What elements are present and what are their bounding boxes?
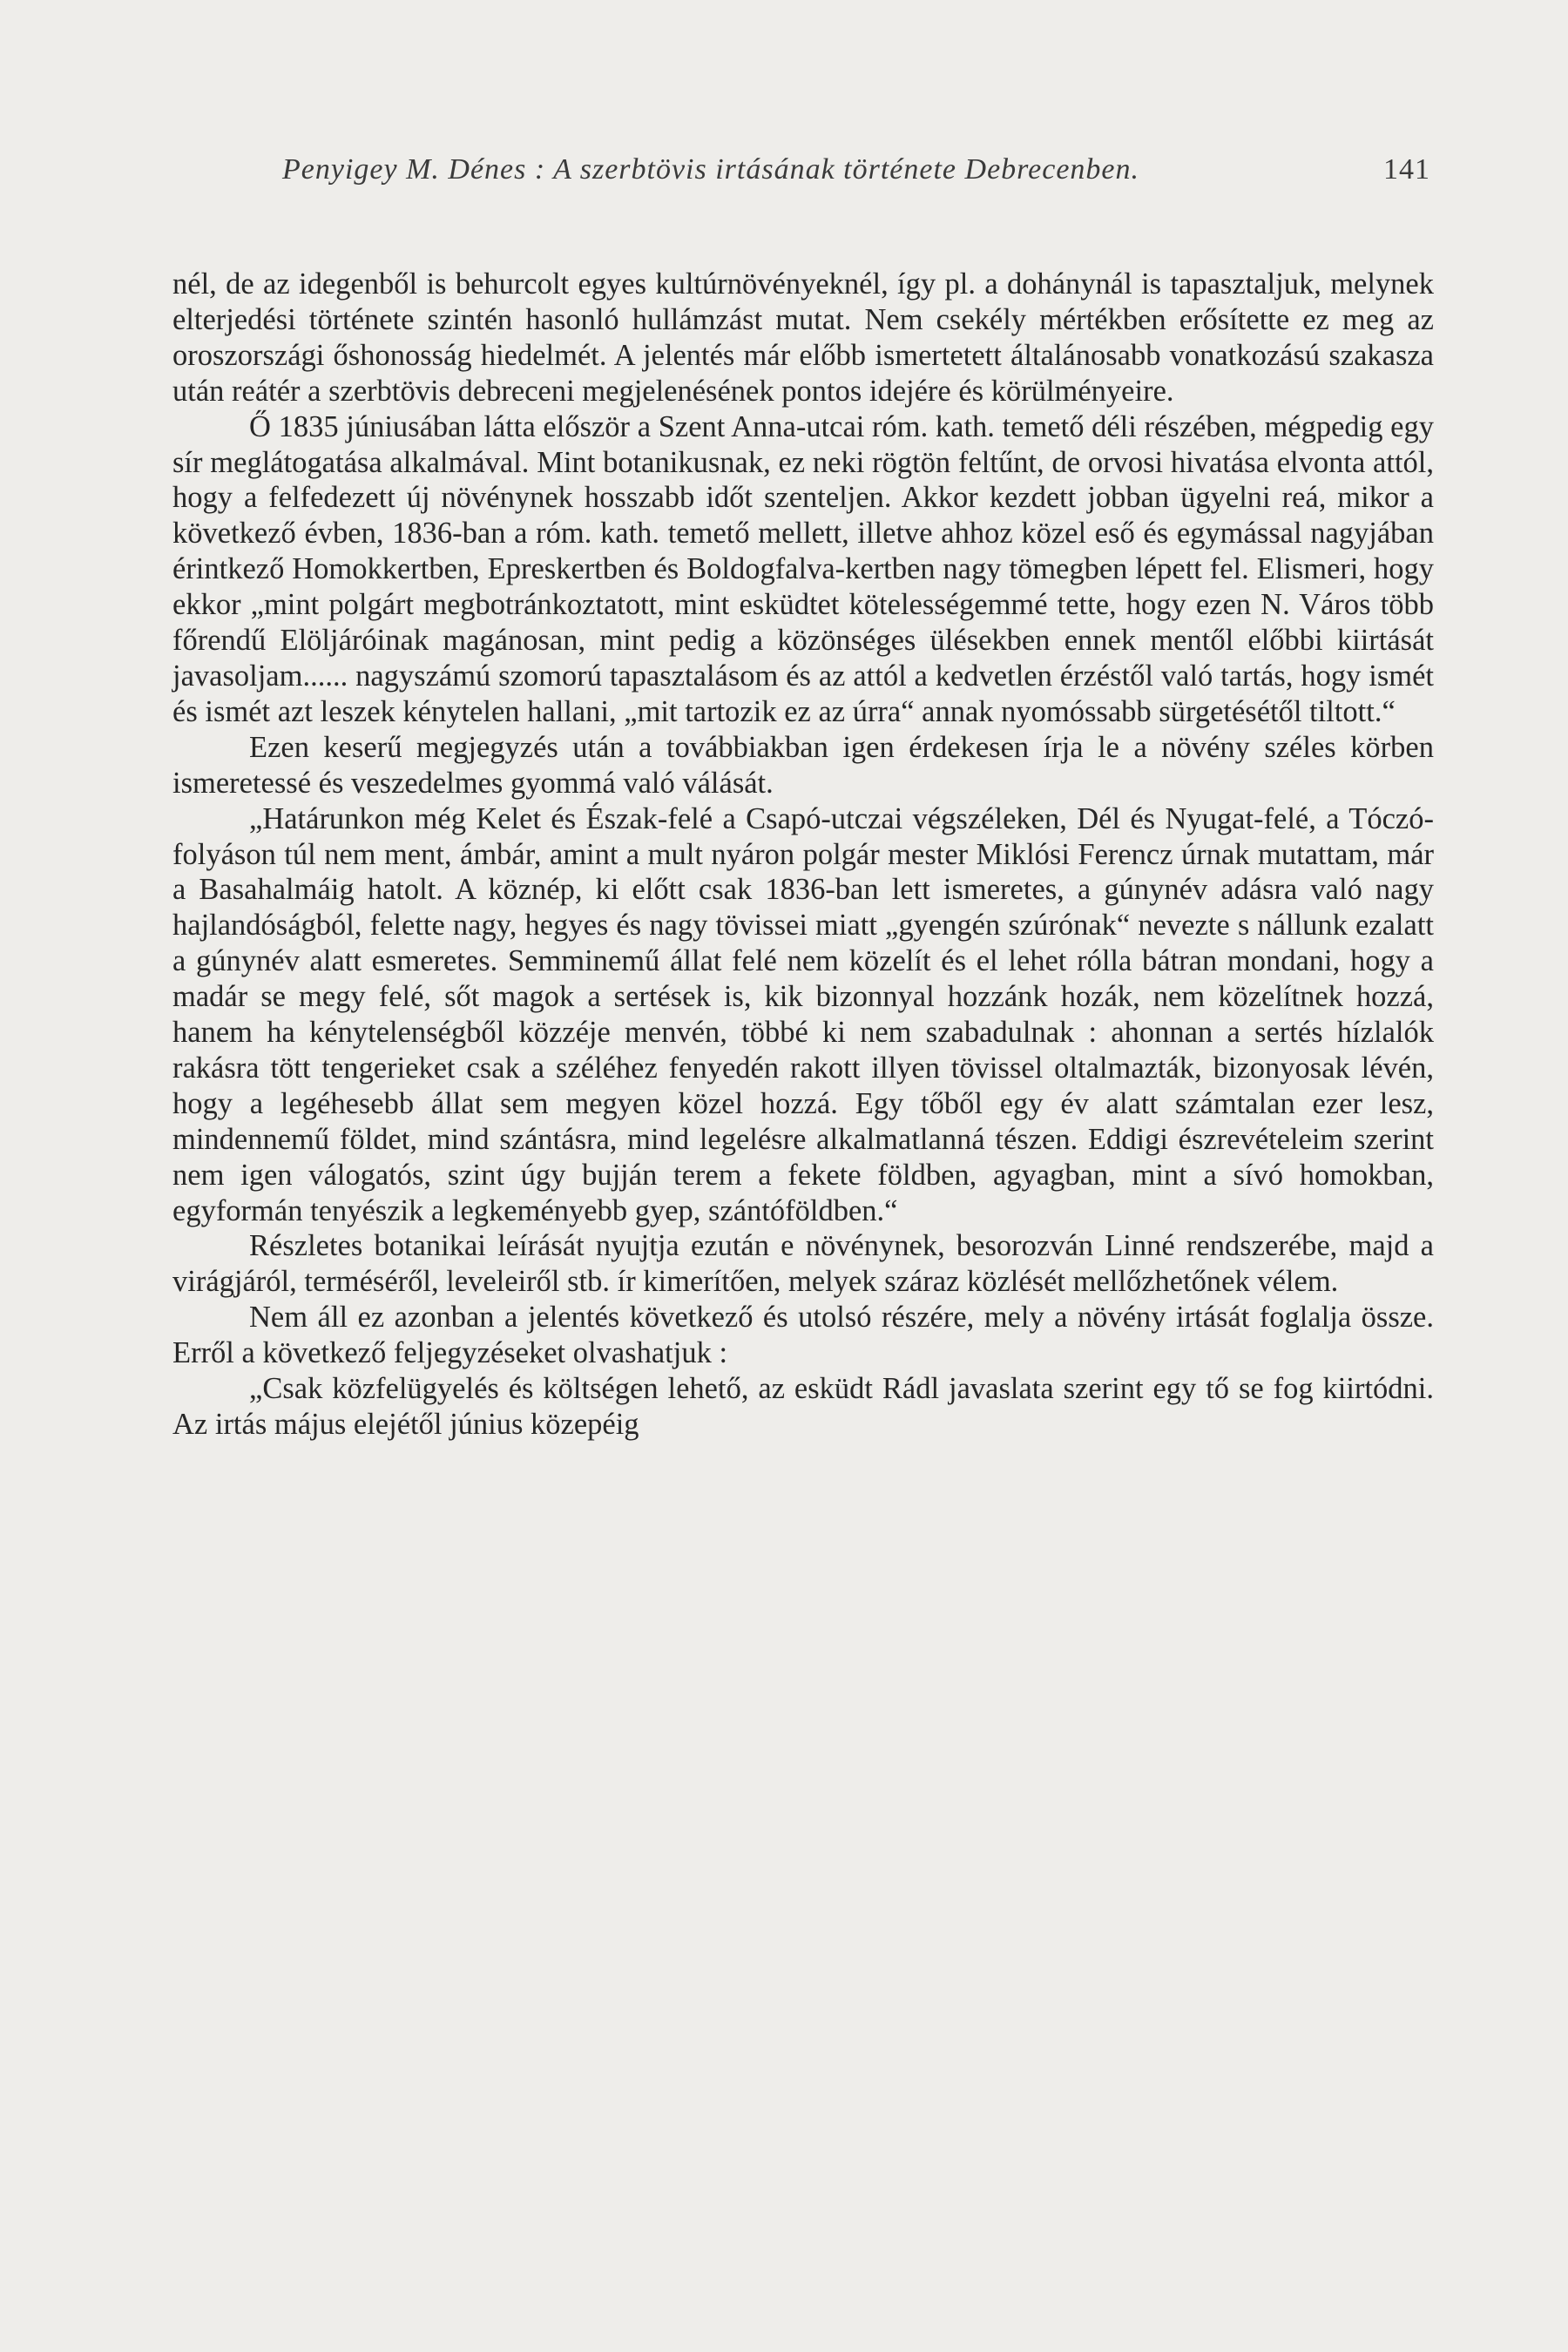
paragraph-continuation: nél, de az idegenből is behurcolt egyes kultúrnövényeknél, így pl. a dohánynál is tapasztaljuk, melynek elterjedési története szintén hasonló hullámzást mutat. Nem csekély mértékben erősítette ez meg az oroszországi őshonosság hiedelmét. A jelentés már előbb ismertetett általánosabb vonatkozású szakasza után reátér a szerbtövis debreceni megjelenésének pontos idejére és körülményeire. (172, 267, 1434, 408)
paragraph: Ezen keserű megjegyzés után a továbbiakban igen érdekesen írja le a növény széles körben ismeretessé és veszedelmes gyommá való válását. (172, 730, 1434, 800)
paragraph: Ő 1835 júniusában látta először a Szent Anna-utcai róm. kath. temető déli részében, mégpedig egy sír meglátogatása alkalmával. Mint botanikusnak, ez neki rögtön feltűnt, de orvosi hivatása elvonta attól, hogy a felfedezett új növénynek hosszabb időt szenteljen. Akkor kezdett jobban ügyelni reá, mikor a következő évben, 1836-ban a róm. kath. temető mellett, illetve ahhoz közel eső és egymással nagyjában érintkező Homokkertben, Epreskertben és Boldogfalva-kertben nagy tömegben lépett fel. Elismeri, hogy ekkor „mint polgárt megbotránkoztatott, mint esküdtet kötelességemmé tette, hogy ezen N. Város több főrendű Elöljáróinak magánosan, mint pedig a közönséges ülésekben ennek mentől előbbi kiirtását javasoljam...... nagyszámú szomorú tapasztalásom és az attól a kedvetlen érzéstől való tartás, hogy ismét és ismét azt leszek kénytelen hallani, „mit tartozik ez az úrra“ annak nyomóssabb sürgetésétől tiltott.“ (172, 409, 1434, 728)
paragraph: Nem áll ez azonban a jelentés következő és utolsó részére, mely a növény irtását foglalja össze. Erről a következő feljegyzéseket olvashatjuk : (172, 1301, 1434, 1370)
page-number: 141 (1383, 153, 1430, 186)
paragraph-quotation: „Határunkon még Kelet és Észak-felé a Csapó-utczai végszéleken, Dél és Nyugat-felé, a Tóczó-folyáson túl nem ment, ámbár, amint a mult nyáron polgár mester Miklósi Ferencz úrnak mutattam, már a Basahalmáig hatolt. A köznép, ki előtt csak 1836-ban lett ismeretes, a gúnynév adásra való nagy hajlandóságból, felette nagy, hegyes és nagy tövissei miatt „gyengén szúrónak“ nevezte s nállunk ezalatt a gúnynév alatt esmeretes. Semminemű állat felé nem közelít és el lehet rólla bátran mondani, hogy a madár se megy felé, sőt magok a sertések is, kik bizonnyal hozzánk hozák, nem közelítnek hozzá, hanem ha kénytelenségből közzéje menvén, többé ki nem szabadulnak : ahonnan a sertés hízlalók rakásra tött tengerieket csak a széléhez fenyedén rakott illyen tövissel oltalmazták, bizonyosak lévén, hogy a legéhesebb állat sem megyen közel hozzá. Egy tőből egy év alatt számtalan ezer lesz, mindennemű földet, mind szántásra, mind legelésre alkalmatlanná tészen. Eddigi észrevételeim szerint nem igen válogatós, szint úgy bujján terem a fekete földben, agyagban, mint a sívó homokban, egyformán tenyészik a legkeményebb gyep, szántóföldben.“ (172, 801, 1434, 1227)
body-text (172, 267, 1434, 1443)
running-title: Penyigey M. Dénes : A szerbtövis irtásának története Debrecenben. (282, 153, 1139, 186)
running-head (172, 153, 1434, 195)
paragraph-quotation: „Csak közfelügyelés és költségen lehető, az esküdt Rádl javaslata szerint egy tő se fog kiirtódni. Az irtás május elejétől június közepéig (172, 1372, 1434, 1441)
paragraph: Részletes botanikai leírását nyujtja ezután e növénynek, besorozván Linné rendszerébe, majd a virágjáról, terméséről, leveleiről stb. ír kimerítően, melyek száraz közlését mellőzhetőnek vélem. (172, 1229, 1434, 1299)
